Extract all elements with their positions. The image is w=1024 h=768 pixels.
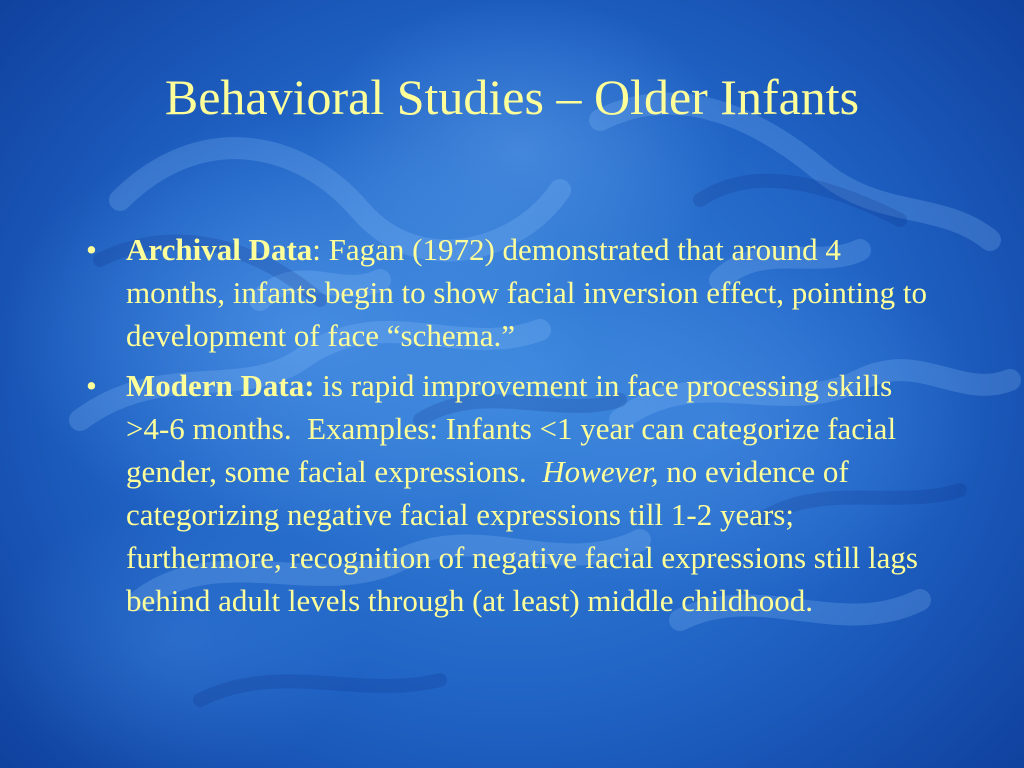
bullet-item-modern-data (86, 364, 936, 622)
bullet-icon: • (86, 232, 97, 267)
bullet-text: : Fagan (1972) demonstrated that around 4 months, infants begin to show facial inversion effect, pointing to development of face “schema.” (126, 232, 927, 353)
bullet-text-continued: no evidence of categorizing negative facial expressions till 1-2 years; furthermore, recognition of negative facial expressions still lags behind adult levels through (at least) middle childhood. (126, 454, 918, 618)
bullet-emphasis: However, (542, 454, 659, 489)
bullet-text: is rapid improvement in face processing skills >4-6 months. Examples: Infants <1 year can categorize facial gender, some facial expressions. (126, 368, 904, 489)
bullet-term: Archival Data (126, 232, 313, 267)
bullet-list (86, 228, 936, 629)
bullet-term: Modern Data: (126, 368, 315, 403)
bullet-item-archival-data (86, 228, 936, 357)
bullet-icon: • (86, 368, 97, 403)
slide-title: Behavioral Studies – Older Infants (164, 69, 860, 125)
